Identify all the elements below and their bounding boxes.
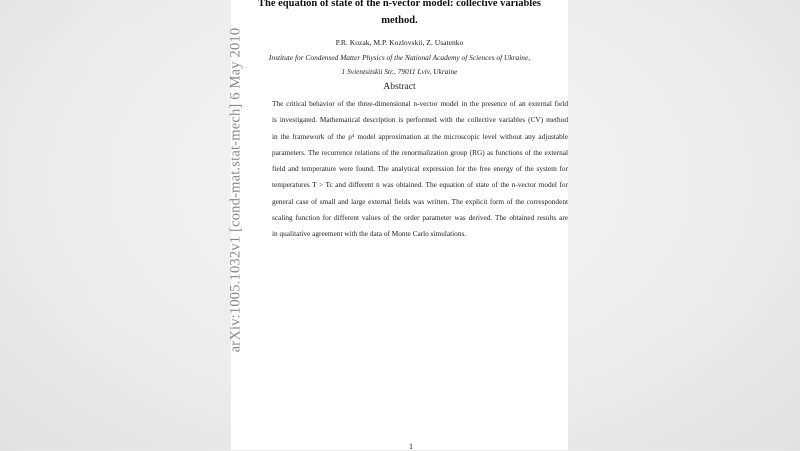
abstract-line: field and temperature were found. The analytical expression for the free energy of the system for xyxy=(272,164,568,174)
abstract-line: The critical behavior of the three-dimensional n-vector model in the presence of an external field xyxy=(272,99,568,108)
arxiv-stamp: arXiv:1005.1032v1 [cond-mat.stat-mech] 6 May 2010 xyxy=(227,27,244,353)
paper-page xyxy=(231,0,568,450)
abstract-line: is investigated. Mathematical description is performed with the collective variables (CV) method xyxy=(272,115,568,125)
abstract-line: temperatures T > Tc and different n was obtained. The equation of state of the n-vector model for xyxy=(272,180,568,190)
authors: P.R. Kozak, M.P. Kozlovskii, Z. Usatenko xyxy=(335,38,464,47)
abstract-line: parameters. The recurrence relations of the renormalization group (RG) as functions of the external xyxy=(272,147,568,157)
abstract-line: in qualitative agreement with the data of Monte Carlo simulations. xyxy=(272,229,467,239)
abstract-body xyxy=(272,96,568,243)
abstract-line: scaling function for different values of the order parameter was derived. The obtained results are xyxy=(272,213,568,223)
affiliation-line-2: 1 Svientsitskii Str., 79011 Lviv, Ukraine xyxy=(341,67,458,76)
paper-title-line-2: method. xyxy=(381,15,418,26)
abstract-line: in the framework of the ρ⁴ model approximation at the microscopic level without any adjustable xyxy=(272,131,568,141)
paper-title-line-1: The equation of state of the n-vector model: collective variables xyxy=(258,0,541,9)
affiliation-line-1: Institute for Condensed Matter Physics of the National Academy of Sciences of Ukraine, xyxy=(268,53,531,62)
page-number: 1 xyxy=(409,442,413,451)
abstract-heading: Abstract xyxy=(383,82,416,92)
abstract-line: general case of small and large external fields was written. The explicit form of the correspondent xyxy=(272,196,568,206)
